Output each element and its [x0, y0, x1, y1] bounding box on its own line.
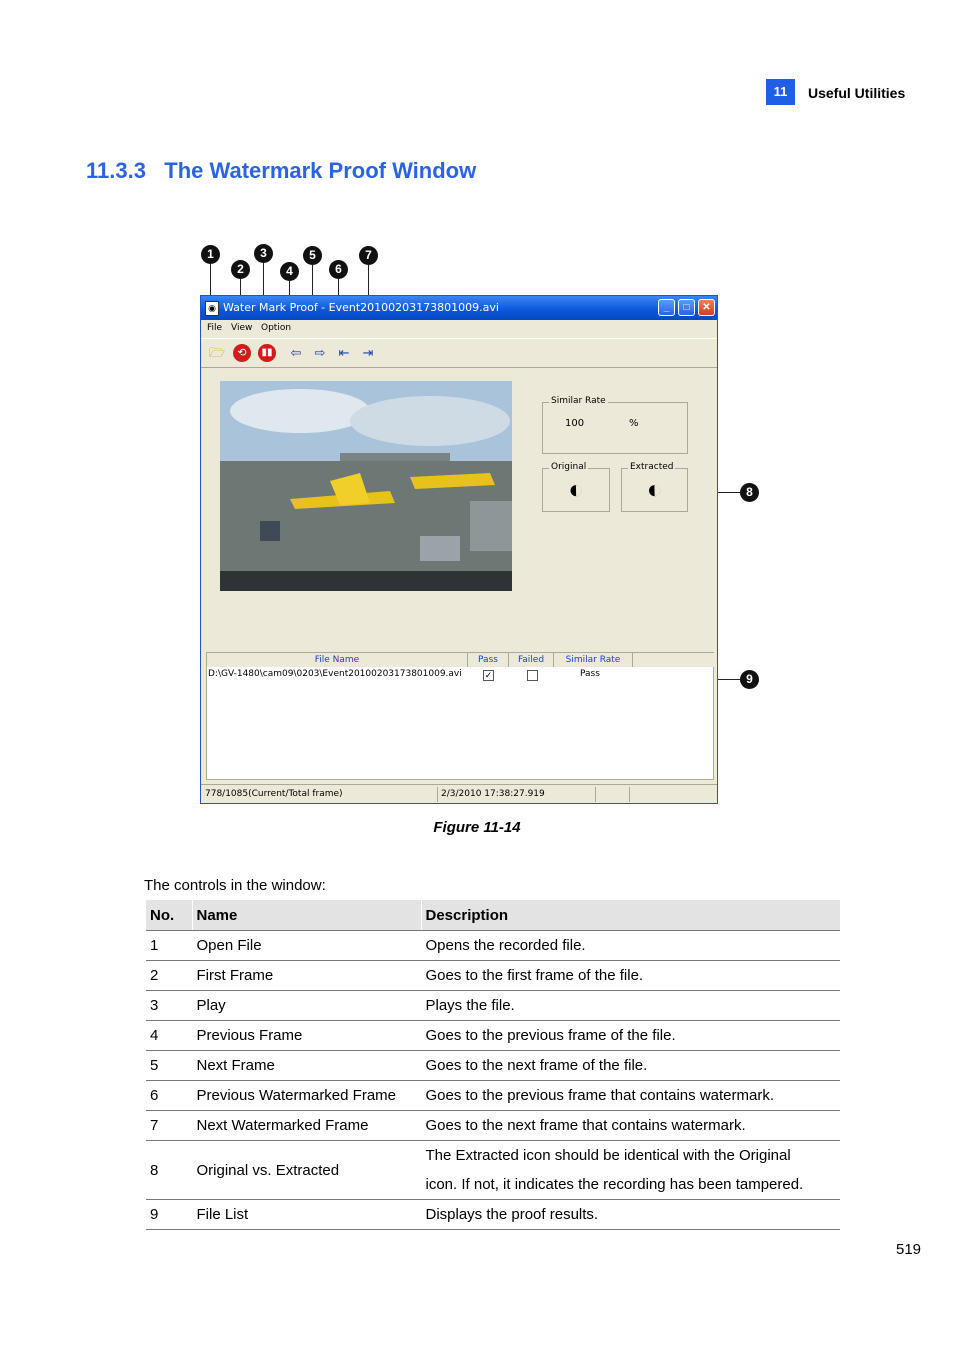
status-time: 2/3/2010 17:38:27.919: [441, 789, 545, 799]
play-icon[interactable]: ▮▮: [258, 344, 276, 362]
cell-description: [421, 1141, 840, 1200]
callout-3: 3: [254, 244, 273, 263]
watermark-proof-window: [200, 295, 718, 804]
cell-name: Original vs. Extracted: [192, 1141, 421, 1200]
header-name: Name: [192, 900, 421, 931]
similar-rate-label: Similar Rate: [551, 396, 606, 406]
table-row: [146, 931, 840, 961]
page-number: 519: [896, 1241, 922, 1258]
extracted-group: [621, 462, 688, 512]
section-number: 11.3.3: [86, 158, 146, 183]
app-icon: ◉: [205, 301, 219, 316]
status-divider: [437, 787, 438, 802]
section-heading: The Watermark Proof Window: [164, 158, 477, 183]
pass-checkbox[interactable]: ✓: [484, 670, 493, 680]
status-divider: [629, 787, 630, 802]
column-header-similar-rate[interactable]: Similar Rate: [554, 653, 633, 667]
table-header-row: [146, 900, 840, 931]
callout-4: 4: [280, 262, 299, 281]
cell-name: Previous Watermarked Frame: [192, 1081, 421, 1111]
extracted-watermark-icon: ◐: [646, 474, 663, 504]
cell-description: Plays the file.: [421, 991, 840, 1021]
cell-name: File List: [192, 1200, 421, 1230]
figure-caption: Figure 11-14: [433, 819, 521, 836]
video-preview: [220, 381, 512, 591]
menu-file[interactable]: File: [207, 323, 223, 333]
file-list: [206, 652, 714, 780]
menu-option[interactable]: Option: [261, 323, 292, 333]
table-row: [146, 1051, 840, 1081]
status-frame: 778/1085(Current/Total frame): [205, 789, 343, 799]
cell-description: Goes to the first frame of the file.: [421, 961, 840, 991]
file-name-cell: D:\GV-1480\cam09\0203\Event20100203173801009.avi: [208, 669, 462, 679]
callout-7: 7: [359, 246, 378, 265]
similar-rate-value: 100: [565, 418, 585, 429]
table-row: [146, 1200, 840, 1230]
menu-view[interactable]: View: [231, 323, 253, 333]
cell-name: Next Watermarked Frame: [192, 1111, 421, 1141]
cell-no: 6: [146, 1081, 192, 1111]
similar-rate-group: [542, 396, 688, 454]
cell-name: Next Frame: [192, 1051, 421, 1081]
cell-name: Open File: [192, 931, 421, 961]
toolbar: [201, 338, 717, 368]
title-bar: [201, 296, 717, 320]
similar-rate-cell: Pass: [580, 669, 600, 679]
table-row: [146, 1111, 840, 1141]
intro-text: The controls in the window:: [144, 877, 326, 894]
controls-table: [146, 900, 840, 1230]
cell-description: Goes to the previous frame that contains watermark.: [421, 1081, 840, 1111]
status-bar: [201, 784, 717, 804]
minimize-button[interactable]: _: [658, 299, 675, 316]
callout-2: 2: [231, 260, 250, 279]
cell-name: Previous Frame: [192, 1021, 421, 1051]
table-row: [146, 1081, 840, 1111]
cell-no: 9: [146, 1200, 192, 1230]
cell-no: 7: [146, 1111, 192, 1141]
status-divider: [595, 787, 596, 802]
first-frame-icon[interactable]: ⟲: [233, 344, 251, 362]
cell-no: 5: [146, 1051, 192, 1081]
chapter-title: Useful Utilities: [808, 85, 906, 101]
failed-checkbox[interactable]: [527, 670, 538, 681]
original-label: Original: [551, 462, 587, 472]
header-description: Description: [421, 900, 840, 931]
menu-bar: [201, 320, 717, 338]
header-no: No.: [146, 900, 192, 931]
cell-name: Play: [192, 991, 421, 1021]
table-row: [146, 1141, 840, 1200]
callout-6: 6: [329, 260, 348, 279]
section-title: [86, 158, 476, 184]
next-watermarked-frame-icon[interactable]: ⇥: [362, 345, 374, 360]
table-row: [146, 991, 840, 1021]
cell-description: Displays the proof results.: [421, 1200, 840, 1230]
airport-scene-image: [220, 381, 512, 591]
original-group: [542, 462, 610, 512]
previous-frame-icon[interactable]: ⇦: [290, 345, 302, 360]
open-folder-icon[interactable]: 🗁: [208, 345, 226, 360]
original-watermark-icon: ◐: [568, 474, 584, 504]
description-line-1: The Extracted icon should be identical with the Original: [425, 1147, 791, 1164]
close-button[interactable]: ✕: [698, 299, 715, 316]
cell-no: 8: [146, 1141, 192, 1200]
cell-no: 1: [146, 931, 192, 961]
description-line-2: icon. If not, it indicates the recording has been tampered.: [425, 1176, 804, 1193]
callout-5: 5: [303, 246, 322, 265]
callout-1: 1: [201, 245, 220, 264]
previous-watermarked-frame-icon[interactable]: ⇤: [338, 345, 350, 360]
column-header-pass[interactable]: Pass: [468, 653, 509, 667]
cell-no: 4: [146, 1021, 192, 1051]
cell-no: 3: [146, 991, 192, 1021]
chapter-badge: 11: [766, 79, 795, 105]
column-header-file-name[interactable]: File Name: [207, 653, 468, 667]
column-header-blank: [633, 653, 714, 667]
callout-9: 9: [740, 670, 759, 689]
table-row: [146, 1021, 840, 1051]
similar-rate-unit: %: [629, 418, 639, 429]
cell-description: Goes to the next frame of the file.: [421, 1051, 840, 1081]
cell-description: Goes to the previous frame of the file.: [421, 1021, 840, 1051]
cell-name: First Frame: [192, 961, 421, 991]
maximize-button[interactable]: □: [678, 299, 695, 316]
cell-no: 2: [146, 961, 192, 991]
window-title: Water Mark Proof - Event20100203173801009.avi: [223, 301, 499, 314]
cell-description: Goes to the next frame that contains watermark.: [421, 1111, 840, 1141]
table-row: [146, 961, 840, 991]
extracted-label: Extracted: [630, 462, 674, 472]
callout-8: 8: [740, 483, 759, 502]
cell-description: Opens the recorded file.: [421, 931, 840, 961]
next-frame-icon[interactable]: ⇨: [314, 345, 326, 360]
column-header-failed[interactable]: Failed: [509, 653, 554, 667]
